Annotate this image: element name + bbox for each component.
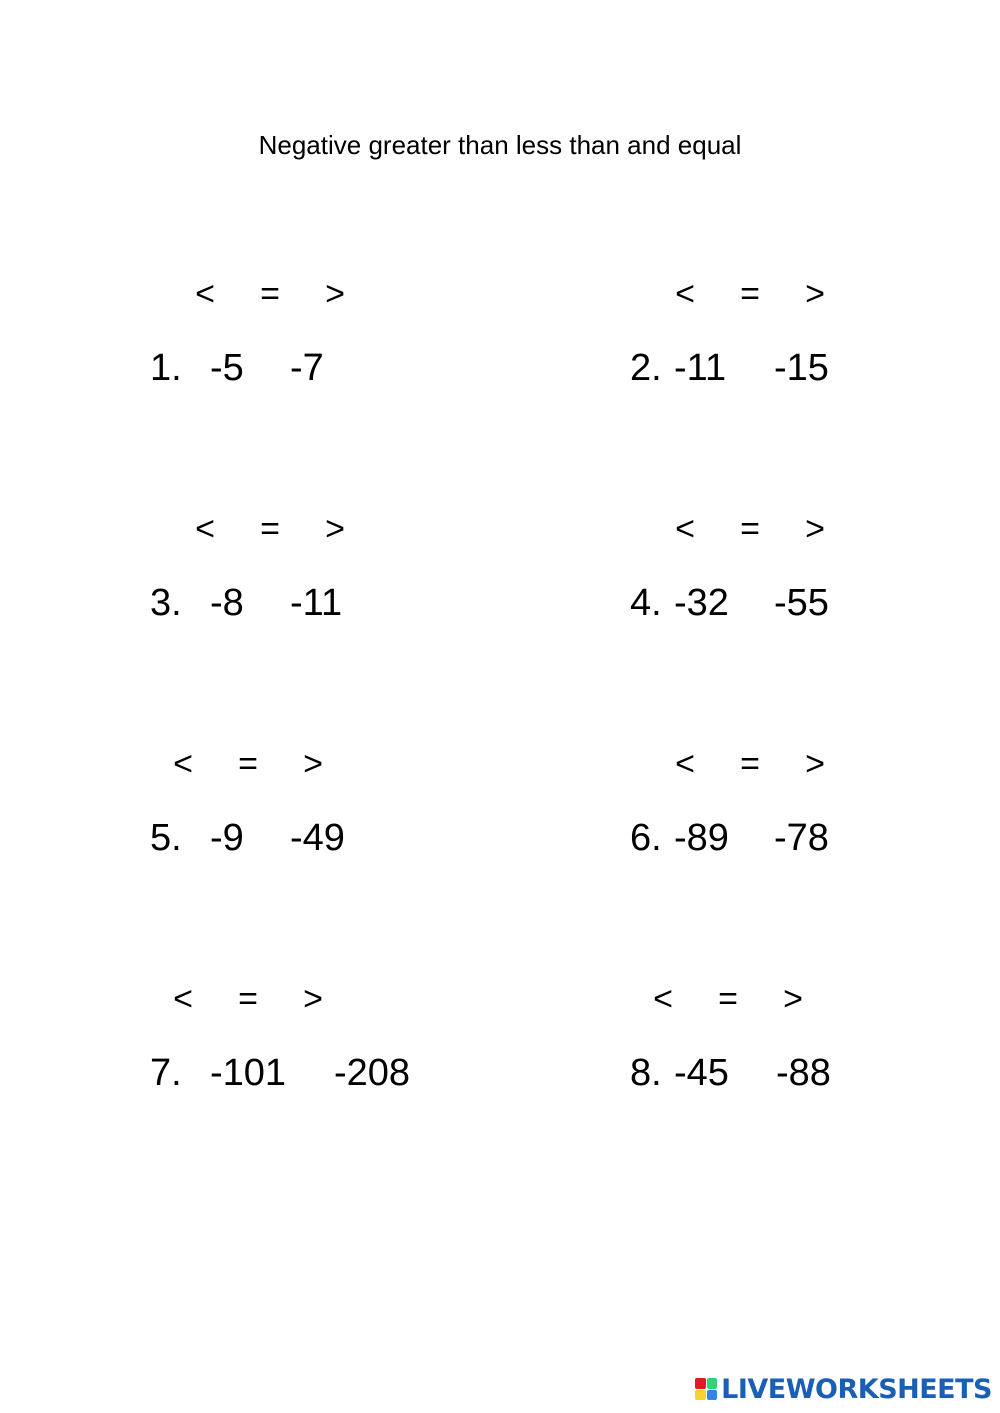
left-operand: -9 [210, 817, 244, 859]
equal-choice[interactable]: = [238, 980, 258, 1018]
right-operand: -15 [774, 347, 829, 389]
left-operand: -5 [210, 347, 244, 389]
logo-square [695, 1378, 706, 1389]
equal-choice[interactable]: = [740, 275, 760, 313]
problem-number: 1. [150, 347, 182, 389]
left-operand: -101 [210, 1052, 287, 1094]
greater-than-choice[interactable]: > [805, 510, 825, 548]
right-operand: -49 [290, 817, 345, 859]
greater-than-choice[interactable]: > [805, 275, 825, 313]
liveworksheets-logo-icon [695, 1378, 717, 1400]
greater-than-choice[interactable]: > [303, 745, 323, 783]
left-operand: -89 [674, 817, 729, 859]
greater-than-choice[interactable]: > [805, 745, 825, 783]
logo-square [707, 1390, 718, 1401]
less-than-choice[interactable]: < [173, 745, 193, 783]
equal-choice[interactable]: = [718, 980, 738, 1018]
problem-number: 2. [630, 347, 662, 389]
problem-8 [630, 980, 990, 1120]
equal-choice[interactable]: = [740, 510, 760, 548]
right-operand: -55 [774, 582, 829, 624]
equal-choice[interactable]: = [260, 275, 280, 313]
problem-7 [150, 980, 510, 1120]
logo-square [707, 1378, 718, 1389]
equal-choice[interactable]: = [238, 745, 258, 783]
less-than-choice[interactable]: < [675, 510, 695, 548]
right-operand: -7 [290, 347, 324, 389]
problem-6 [630, 745, 990, 885]
problem-4 [630, 510, 990, 650]
equal-choice[interactable]: = [260, 510, 280, 548]
equal-choice[interactable]: = [740, 745, 760, 783]
problem-number: 6. [630, 817, 662, 859]
right-operand: -11 [290, 582, 343, 624]
problem-number: 7. [150, 1052, 182, 1094]
problem-number: 8. [630, 1052, 662, 1094]
problem-number: 3. [150, 582, 182, 624]
less-than-choice[interactable]: < [195, 510, 215, 548]
problem-3 [150, 510, 510, 650]
right-operand: -208 [334, 1052, 411, 1094]
less-than-choice[interactable]: < [195, 275, 215, 313]
problem-number: 5. [150, 817, 182, 859]
watermark-text: LIVEWORKSHEETS [721, 1373, 992, 1405]
right-operand: -78 [774, 817, 829, 859]
logo-square [695, 1390, 706, 1401]
left-operand: -32 [674, 582, 729, 624]
greater-than-choice[interactable]: > [325, 275, 345, 313]
greater-than-choice[interactable]: > [783, 980, 803, 1018]
problem-1 [150, 275, 510, 415]
problem-5 [150, 745, 510, 885]
liveworksheets-watermark [695, 1371, 992, 1407]
less-than-choice[interactable]: < [653, 980, 673, 1018]
problem-2 [630, 275, 990, 415]
right-operand: -88 [776, 1052, 831, 1094]
worksheet-title: Negative greater than less than and equal [258, 130, 742, 160]
left-operand: -11 [674, 347, 727, 389]
left-operand: -8 [210, 582, 244, 624]
less-than-choice[interactable]: < [675, 745, 695, 783]
left-operand: -45 [674, 1052, 729, 1094]
greater-than-choice[interactable]: > [303, 980, 323, 1018]
less-than-choice[interactable]: < [173, 980, 193, 1018]
less-than-choice[interactable]: < [675, 275, 695, 313]
problem-number: 4. [630, 582, 662, 624]
greater-than-choice[interactable]: > [325, 510, 345, 548]
